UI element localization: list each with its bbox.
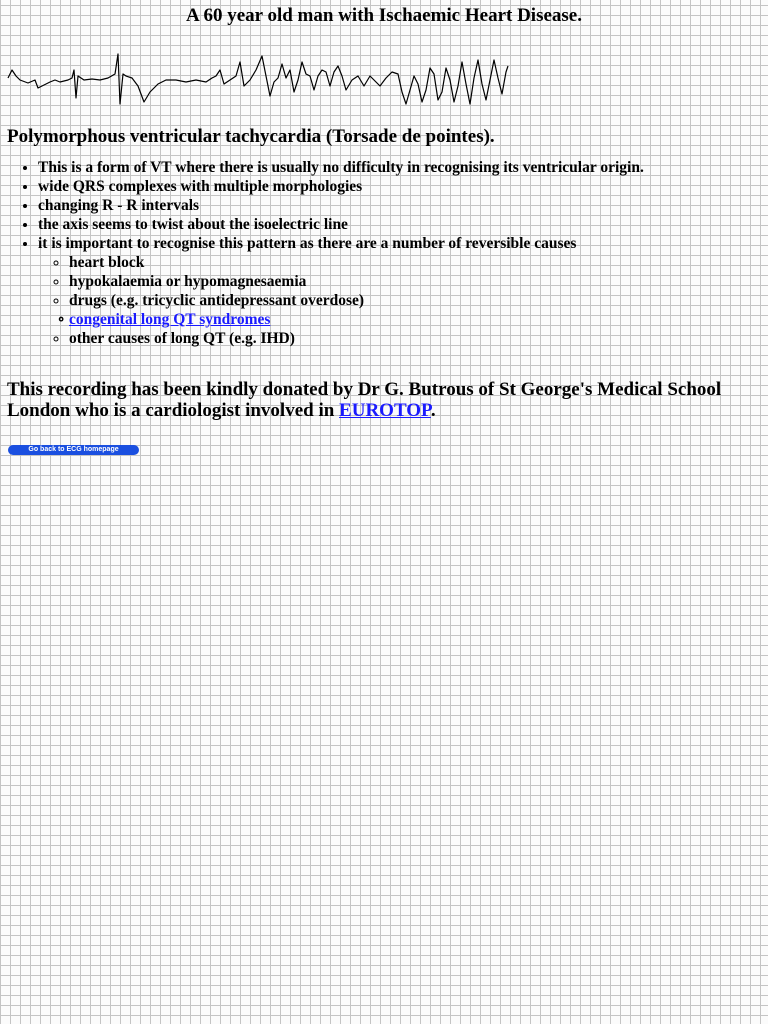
eurotop-link[interactable]: EUROTOP (339, 400, 431, 421)
reversible-causes-item (38, 234, 768, 348)
section-heading: Polymorphous ventricular tachycardia (Torsade de pointes). (7, 126, 495, 147)
page-title: A 60 year old man with Ischaemic Heart Disease. (186, 5, 582, 26)
credit-end: . (430, 400, 436, 421)
congenital-long-qt-link[interactable]: congenital long QT syndromes (69, 311, 271, 328)
feature-list (0, 158, 768, 348)
credit-text: This recording has been kindly donated by Dr G. Butrous of St George's Medical School London who is a cardiologist involved in (7, 379, 722, 421)
list-item: • wide QRS complexes with multiple morphologies (38, 177, 768, 196)
list-item-label: it is important to recognise this pattern as there are a number of reversible causes (38, 235, 577, 252)
list-item: • This is a form of VT where there is usually no difficulty in recognising its ventricular origin. (38, 158, 768, 177)
list-item: • the axis seems to twist about the isoelectric line (38, 215, 768, 234)
list-item: • changing R - R intervals (38, 196, 768, 215)
causes-list (38, 253, 768, 348)
credit-note (7, 379, 757, 421)
cause-item: ◦ heart block (69, 253, 768, 272)
cause-item-link (69, 310, 768, 329)
back-to-homepage-button[interactable]: Go back to ECG homepage (8, 445, 139, 455)
cause-item: ◦ other causes of long QT (e.g. IHD) (69, 329, 768, 348)
cause-item: ◦ hypokalaemia or hypomagnesaemia (69, 272, 768, 291)
ecg-trace-image (0, 40, 520, 120)
cause-item: ◦ drugs (e.g. tricyclic antidepressant overdose) (69, 291, 768, 310)
